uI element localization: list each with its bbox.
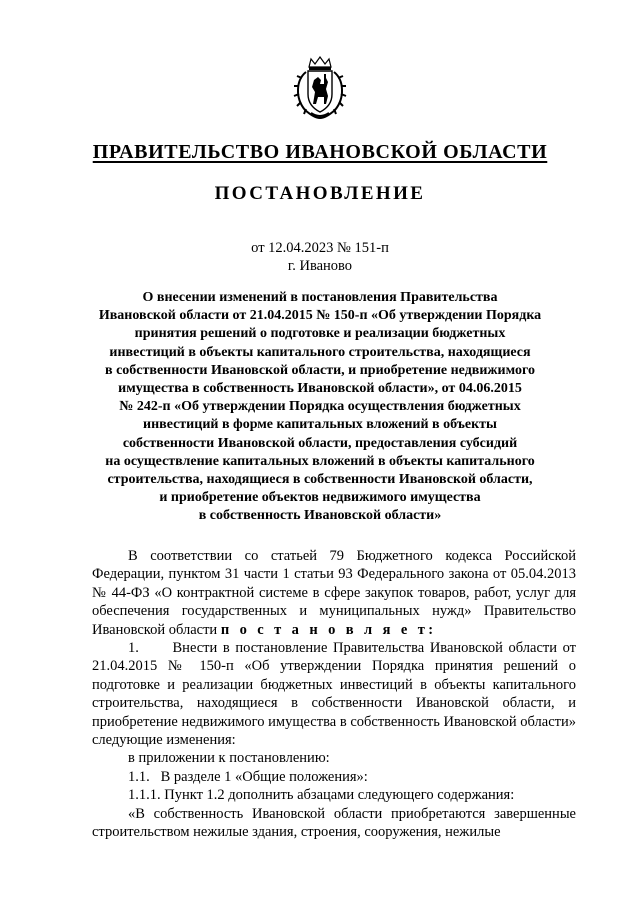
heading-line: инвестиций в объекты капитального строительства, находящиеся [109, 344, 531, 360]
item-1-paragraph: 1. Внести в постановление Правительства Ивановской области от 21.04.2015 № 150-п «Об утверждении Порядка принятия решений о подготовке и реализации бюджетных инвестиций в объекты капитального строительства, находящиеся в собственности Ивановской области, и приобретение недвижимого имущества в собственность Ивановской области» следующие изменения: [92, 640, 576, 749]
document-body [92, 547, 576, 842]
item-appendix-paragraph: в приложении к постановлению: [128, 750, 330, 767]
heading-line: собственности Ивановской области, предоставления субсидий [122, 435, 518, 451]
preamble-text: В соответствии со статьей 79 Бюджетного кодекса Российской Федерации, пунктом 31 части 1 статьи 93 Федерального закона от 05.04.2013 № 44-ФЗ «О контрактной системе в сфере закупок товаров, работ, услуг для обеспечения государственных и муниципальных нужд» Правительство Ивановской области [92, 548, 576, 638]
government-title-text: ПРАВИТЕЛЬСТВО ИВАНОВСКОЙ ОБЛАСТИ [92, 141, 548, 163]
heading-line: строительства, находящиеся в собственности Ивановской области, [107, 472, 533, 488]
ivanovo-coat-of-arms-icon [293, 56, 347, 120]
heading-line: имущества в собственность Ивановской области», от 04.06.2015 [118, 381, 522, 397]
document-heading [90, 289, 550, 526]
heading-line: инвестиций в форме капитальных вложений в объекты [143, 417, 497, 433]
quote-paragraph: «В собственность Ивановской области приобретаются завершенные строительством нежилые здания, строения, сооружения, нежилые [92, 805, 576, 841]
heading-line: в собственность Ивановской области» [198, 508, 442, 524]
heading-line: № 242-п «Об утверждении Порядка осуществления бюджетных [119, 399, 521, 415]
heading-line: принятия решений о подготовке и реализации бюджетных [134, 326, 506, 342]
heading-line: в собственности Ивановской области, и приобретение недвижимого [105, 362, 535, 378]
heading-line: О внесении изменений в постановления Правительства [142, 290, 498, 305]
heading-line: Ивановской области от 21.04.2015 № 150-п «Об утверждении Порядка [98, 308, 542, 324]
document-date-number: от 12.04.2023 № 151-п [251, 240, 389, 256]
item-1-1-paragraph: 1.1. В разделе 1 «Общие положения»: [128, 768, 368, 785]
item-1-1-1-paragraph: 1.1.1. Пункт 1.2 дополнить абзацами следующего содержания: [128, 787, 515, 804]
preamble-paragraph [92, 547, 576, 639]
document-city: г. Иваново [287, 258, 353, 274]
decree-word: п о с т а н о в л я е т: [220, 621, 437, 638]
heading-line: на осуществление капитальных вложений в объекты капитального [105, 453, 535, 469]
heading-line: и приобретение объектов недвижимого имущества [159, 490, 481, 506]
document-type: ПОСТАНОВЛЕНИЕ [214, 183, 426, 204]
government-title [0, 141, 640, 164]
